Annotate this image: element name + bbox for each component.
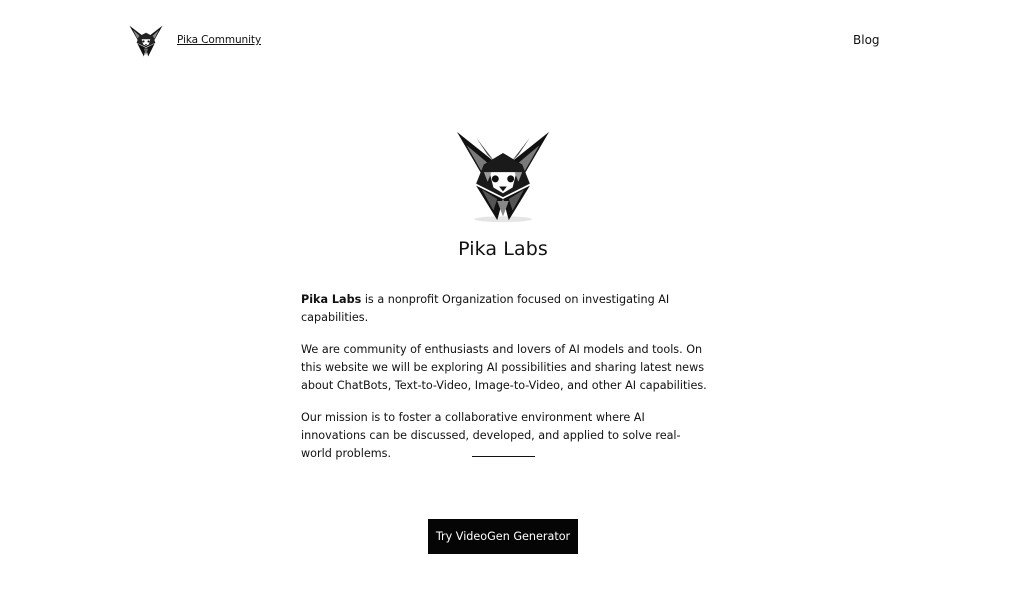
intro-paragraph [301, 291, 711, 327]
nav-link-blog[interactable]: Blog [853, 33, 880, 47]
site-title: Pika Community [177, 34, 262, 46]
org-name: Pika Labs [301, 293, 362, 306]
intro-text: is a nonprofit Organization focused on investigating AI capabilities. [301, 293, 670, 324]
home-link[interactable] [128, 22, 261, 58]
divider [472, 456, 535, 457]
fox-logo-icon [455, 127, 551, 225]
about-section [301, 291, 711, 477]
community-paragraph: We are community of enthusiasts and lovers of AI models and tools. On this website we will be exploring AI possibilities and sharing latest news about ChatBots, Text-to-Video, Image-to-Video, and other AI capabilities. [301, 343, 707, 392]
page-title: Pika Labs [458, 238, 548, 260]
fox-logo-icon [128, 22, 164, 58]
mission-paragraph: Our mission is to foster a collaborative environment where AI innovations can be discussed, developed, and applied to solve real-world problems. [301, 411, 681, 460]
try-videogen-button[interactable]: Try VideoGen Generator [428, 519, 578, 554]
